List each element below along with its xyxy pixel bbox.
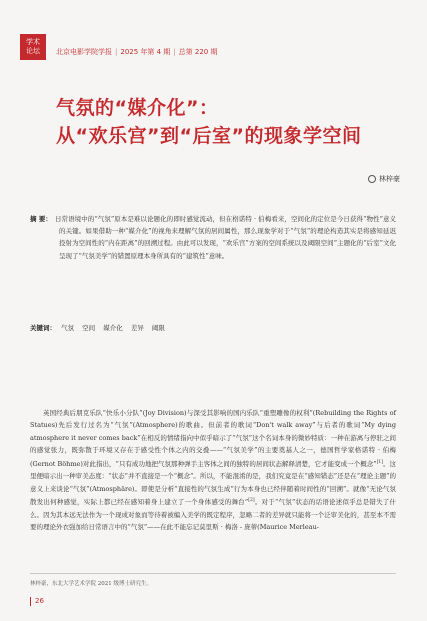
- citation-2: [2]: [248, 498, 255, 503]
- badge-line1: 学术: [26, 38, 40, 46]
- body-text-part-3: 。对于“气氛”状态的话语论述似乎总是错失了什么。因为其本远无法作为一个现成对象而等待着被编入美学的既定程序，忽略二者的差异就只能将一个泛审美化的，甚至本不需要的理论外衣强加给日常语言中的“气氛”——在此不能忘记莫里斯 · 梅洛 - 庞蒂(Maurice Merleau-: [30, 498, 396, 531]
- separator: |: [173, 48, 176, 56]
- keywords: [30, 323, 396, 332]
- article-title: [56, 94, 406, 150]
- page-number: 26: [30, 597, 44, 606]
- journal-name: 北京电影学院学报: [56, 48, 112, 56]
- journal-header: [56, 47, 217, 57]
- citation-1: [1]: [376, 459, 383, 465]
- badge-line2: 论坛: [26, 47, 40, 55]
- abstract-label: 摘 要：: [30, 215, 52, 223]
- body-text-part-2: 。这里便暗示出一种审美态度：“状态”并不直接是一个“概念”。所以，不能混淆的是，我们究竟是在“感知错态”还是在“理论主题”的意义上来谈论“气氛”(Atmosphäre)。即使是分析“直接性的气氛生成”行为本身也已经伴随着时间性的“回溯”。就像“无论气氛散发出何种感觉，实际上都已经在感知着身上建立了一个身体感受的舞台”: [30, 459, 396, 507]
- body-paragraph: [30, 407, 396, 533]
- keyword-item: 气氛: [61, 324, 75, 332]
- keywords-label: 关键词：: [30, 324, 56, 332]
- author-line: [368, 174, 400, 184]
- abstract-body: [30, 213, 396, 262]
- abstract: [30, 213, 396, 262]
- title-line-2: 从“欢乐宫”到“后室”的现象学空间: [56, 125, 362, 147]
- keyword-item: 阈限: [151, 324, 165, 332]
- footnote-divider: [30, 573, 396, 574]
- author-circle-icon: [368, 175, 376, 183]
- abstract-text: 日常语境中的“气氛”原本是难以论题化的即时感觉流动，但在格诺特 · 伯梅看来，空间化的定位是今日获得“物性”意义的关键。如果借助一种“媒介化”的视角来理解气氛的居间属性，那么现象学对于“气氛”的理论构造其实是将感知延迟投射为空间性的“内在距离”的回溯过程。由此可以发现，“欢乐宫”方案的空间系统以及阈限空间”主题化的“后室”文化呈现了“气氛美学”的错置原理本身所具有的“建筑性”意味。: [55, 215, 397, 260]
- title-line-1: 气氛的“媒介化”：: [56, 97, 219, 119]
- keyword-item: 媒介化: [103, 324, 123, 332]
- keyword-item: 差异: [130, 324, 144, 332]
- keyword-item: 空间: [82, 324, 96, 332]
- footnote: 林梓豪，东北大学艺术学院 2021 级博士研究生。: [30, 581, 152, 587]
- section-badge: [20, 34, 46, 60]
- body-text-part-1: 英国经典后朋克乐队“快乐小分队”(Joy Division)与深受其影响的国内乐队“重塑雕像的权利”(Rebuilding the Rights of Statues)先后发行过名为“气氛”(Atmosphere)的歌曲。但前者的歌词“Don't walk away”与后者的歌词“My dying atmosphere it never comes back”在相反的情绪指向中似乎暗示了“气氛”这个名词本身的微妙特质：一种在游离与停驻之间的感觉张力，既弥散于环境又存在于感受性个体之内的交叠——“气氛美学”的主要奠基人之一，德国哲学家格诺特 · 伯梅(Gernot Böhme)对此指出，“只有成功地把气氛那种弹手主客体之间的独特的居间状态解释清楚，它才能变成一个概念”: [30, 409, 396, 468]
- journal-total-issue: 总第 220 期: [178, 48, 218, 56]
- author-name: 林梓豪: [379, 175, 400, 183]
- journal-issue: 2025 年第 4 期: [120, 48, 171, 56]
- separator: |: [115, 48, 118, 56]
